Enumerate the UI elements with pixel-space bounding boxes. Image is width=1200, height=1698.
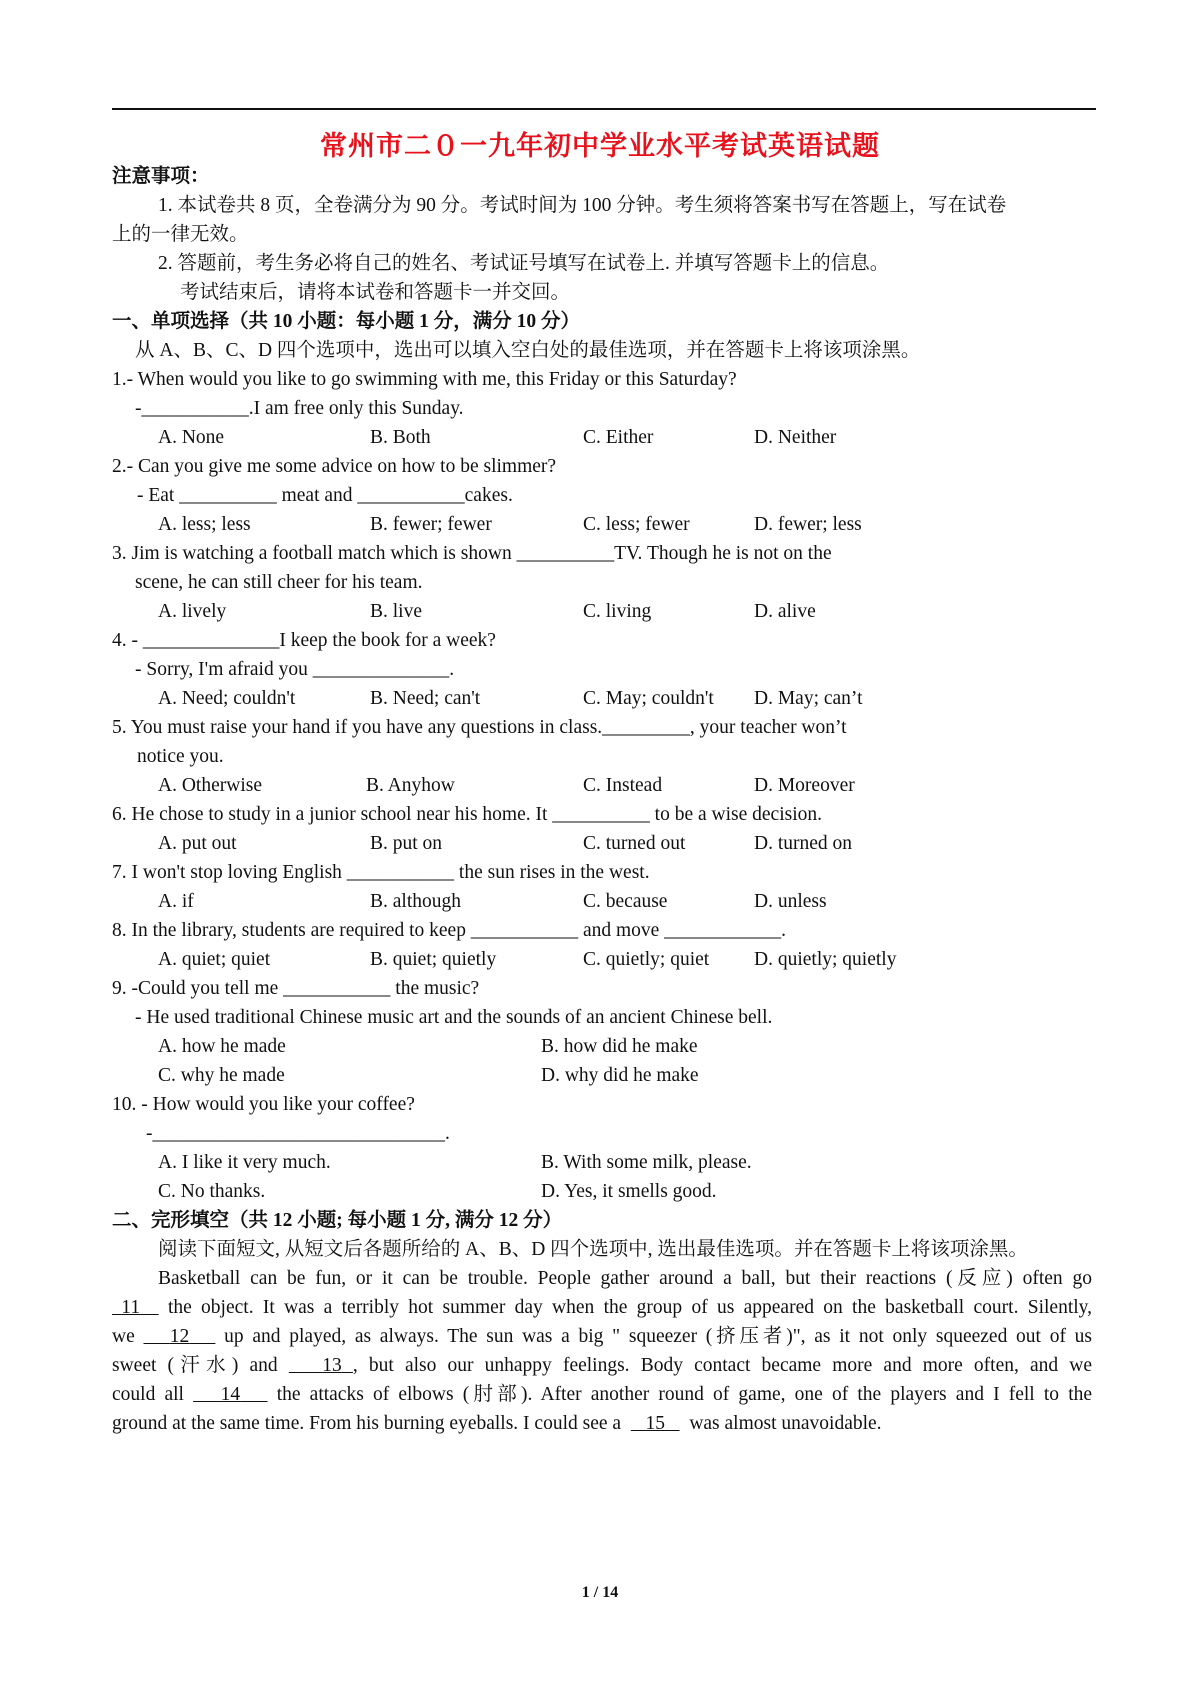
q9-option-a: A. how he made [158, 1036, 286, 1057]
q2-option-c: C. less; fewer [583, 514, 690, 535]
notes-item-2: 2. 答题前，考生务必将自己的姓名、考试证号填写在试卷上. 并填写答题卡上的信息。 [158, 253, 890, 274]
q1-option-d: D. Neither [754, 427, 837, 448]
q2-stem: 2.- Can you give me some advice on how to be slimmer? [112, 456, 557, 477]
q7-option-d: D. unless [754, 891, 827, 912]
section2-heading: 二、完形填空（共 12 小题; 每小题 1 分, 满分 12 分） [112, 1210, 563, 1231]
section1-heading: 一、单项选择（共 10 小题：每小题 1 分，满分 10 分） [112, 311, 581, 332]
notes-item-1-cont: 上的一律无效。 [112, 224, 249, 245]
blank-14: 14 [220, 1384, 241, 1405]
section2-instruction: 阅读下面短文, 从短文后各题所给的 A、B、D 四个选项中, 选出最佳选项。并在答题卡上将该项涂黑。 [158, 1239, 1028, 1260]
q5-option-b: B. Anyhow [366, 775, 455, 796]
q2-reply: - Eat __________ meat and ___________cakes. [137, 485, 513, 506]
q8-option-b: B. quiet; quietly [370, 949, 497, 970]
q5-option-a: A. Otherwise [158, 775, 262, 796]
q6-option-b: B. put on [370, 833, 443, 854]
q4-option-c: C. May; couldn't [583, 688, 714, 709]
notes-item-1: 1. 本试卷共 8 页，全卷满分为 90 分。考试时间为 100 分钟。考生须将答案书写在答题上，写在试卷 [158, 195, 1007, 216]
q8-option-c: C. quietly; quiet [583, 949, 710, 970]
passage-line-5: could all 14 the attacks of elbows (肘部). After another round of game, one of the players and I fell to the [112, 1384, 1093, 1405]
q4-reply: - Sorry, I'm afraid you ______________. [135, 659, 455, 680]
passage-line-6: ground at the same time. From his burning eyeballs. I could see a 15 was almost unavoidable. [112, 1413, 882, 1434]
q5-option-d: D. Moreover [754, 775, 855, 796]
passage-line-4: sweet (汗水) and 13 , but also our unhappy feelings. Body contact became more and more often, and we [112, 1355, 1093, 1376]
q7-stem: 7. I won't stop loving English ___________ the sun rises in the west. [112, 862, 650, 883]
q9-option-c: C. why he made [158, 1065, 285, 1086]
q1-option-b: B. Both [370, 427, 431, 448]
q10-reply: -______________________________. [146, 1123, 450, 1144]
q10-option-c: C. No thanks. [158, 1181, 266, 1202]
q8-option-a: A. quiet; quiet [158, 949, 271, 970]
q3-option-b: B. live [370, 601, 422, 622]
q10-stem: 10. - How would you like your coffee? [112, 1094, 415, 1115]
blank-11: 11 [121, 1297, 141, 1318]
passage-line-1: Basketball can be fun, or it can be trouble. People gather around a ball, but their reactions (反应) often go [158, 1268, 1092, 1289]
q6-stem: 6. He chose to study in a junior school near his home. It __________ to be a wise decision. [112, 804, 822, 825]
q6-option-d: D. turned on [754, 833, 853, 854]
blank-12: 12 [169, 1326, 190, 1347]
q1-option-c: C. Either [583, 427, 654, 448]
q1-option-a: A. None [158, 427, 225, 448]
q5-stem-cont: notice you. [137, 746, 224, 767]
q4-option-d: D. May; can’t [754, 688, 863, 709]
q4-stem: 4. - ______________I keep the book for a week? [112, 630, 496, 651]
blank-13: 13 [322, 1355, 342, 1376]
q1-stem: 1.- When would you like to go swimming with me, this Friday or this Saturday? [112, 369, 737, 390]
q7-option-c: C. because [583, 891, 668, 912]
notes-item-3: 考试结束后，请将本试卷和答题卡一并交回。 [180, 282, 571, 303]
q6-option-c: C. turned out [583, 833, 686, 854]
q2-option-d: D. fewer; less [754, 514, 862, 535]
q7-option-a: A. if [158, 891, 194, 912]
passage-line-3: we 12 up and played, as always. The sun was a big " squeezer (挤压者)", as it not only squeezed out of us [112, 1326, 1093, 1347]
q8-stem: 8. In the library, students are required to keep ___________ and move ____________. [112, 920, 787, 941]
q9-reply: - He used traditional Chinese music art and the sounds of an ancient Chinese bell. [135, 1007, 773, 1028]
q9-option-d: D. why did he make [541, 1065, 699, 1086]
q6-option-a: A. put out [158, 833, 237, 854]
q4-option-b: B. Need; can't [370, 688, 481, 709]
q3-stem-cont: scene, he can still cheer for his team. [135, 572, 423, 593]
q3-option-c: C. living [583, 601, 652, 622]
q3-option-d: D. alive [754, 601, 816, 622]
q2-option-b: B. fewer; fewer [370, 514, 492, 535]
q9-option-b: B. how did he make [541, 1036, 698, 1057]
q10-option-a: A. I like it very much. [158, 1152, 331, 1173]
q10-option-b: B. With some milk, please. [541, 1152, 752, 1173]
q8-option-d: D. quietly; quietly [754, 949, 897, 970]
q2-option-a: A. less; less [158, 514, 251, 535]
page-number: 1 / 14 [581, 1584, 619, 1601]
passage-line-2: 11 the object. It was a terribly hot summer day when the group of us appeared on the basketball court. Silently, [112, 1295, 1092, 1321]
top-rule [112, 108, 1096, 110]
q1-reply: -___________.I am free only this Sunday. [135, 398, 464, 419]
blank-15: 15 [645, 1413, 665, 1434]
q10-option-d: D. Yes, it smells good. [541, 1181, 717, 1202]
notes-heading: 注意事项： [112, 166, 210, 187]
q5-stem: 5. You must raise your hand if you have any questions in class._________, your teacher won’t [112, 717, 847, 738]
q3-stem: 3. Jim is watching a football match which is shown __________TV. Though he is not on the [112, 543, 832, 564]
q9-stem: 9. -Could you tell me ___________ the music? [112, 978, 480, 999]
q3-option-a: A. lively [158, 601, 227, 622]
page-title: 常州市二０一九年初中学业水平考试英语试题 [320, 131, 880, 161]
q4-option-a: A. Need; couldn't [158, 688, 296, 709]
q5-option-c: C. Instead [583, 775, 663, 796]
section1-instruction: 从 A、B、C、D 四个选项中，选出可以填入空白处的最佳选项，并在答题卡上将该项涂黑。 [135, 340, 921, 361]
q7-option-b: B. although [370, 891, 461, 912]
